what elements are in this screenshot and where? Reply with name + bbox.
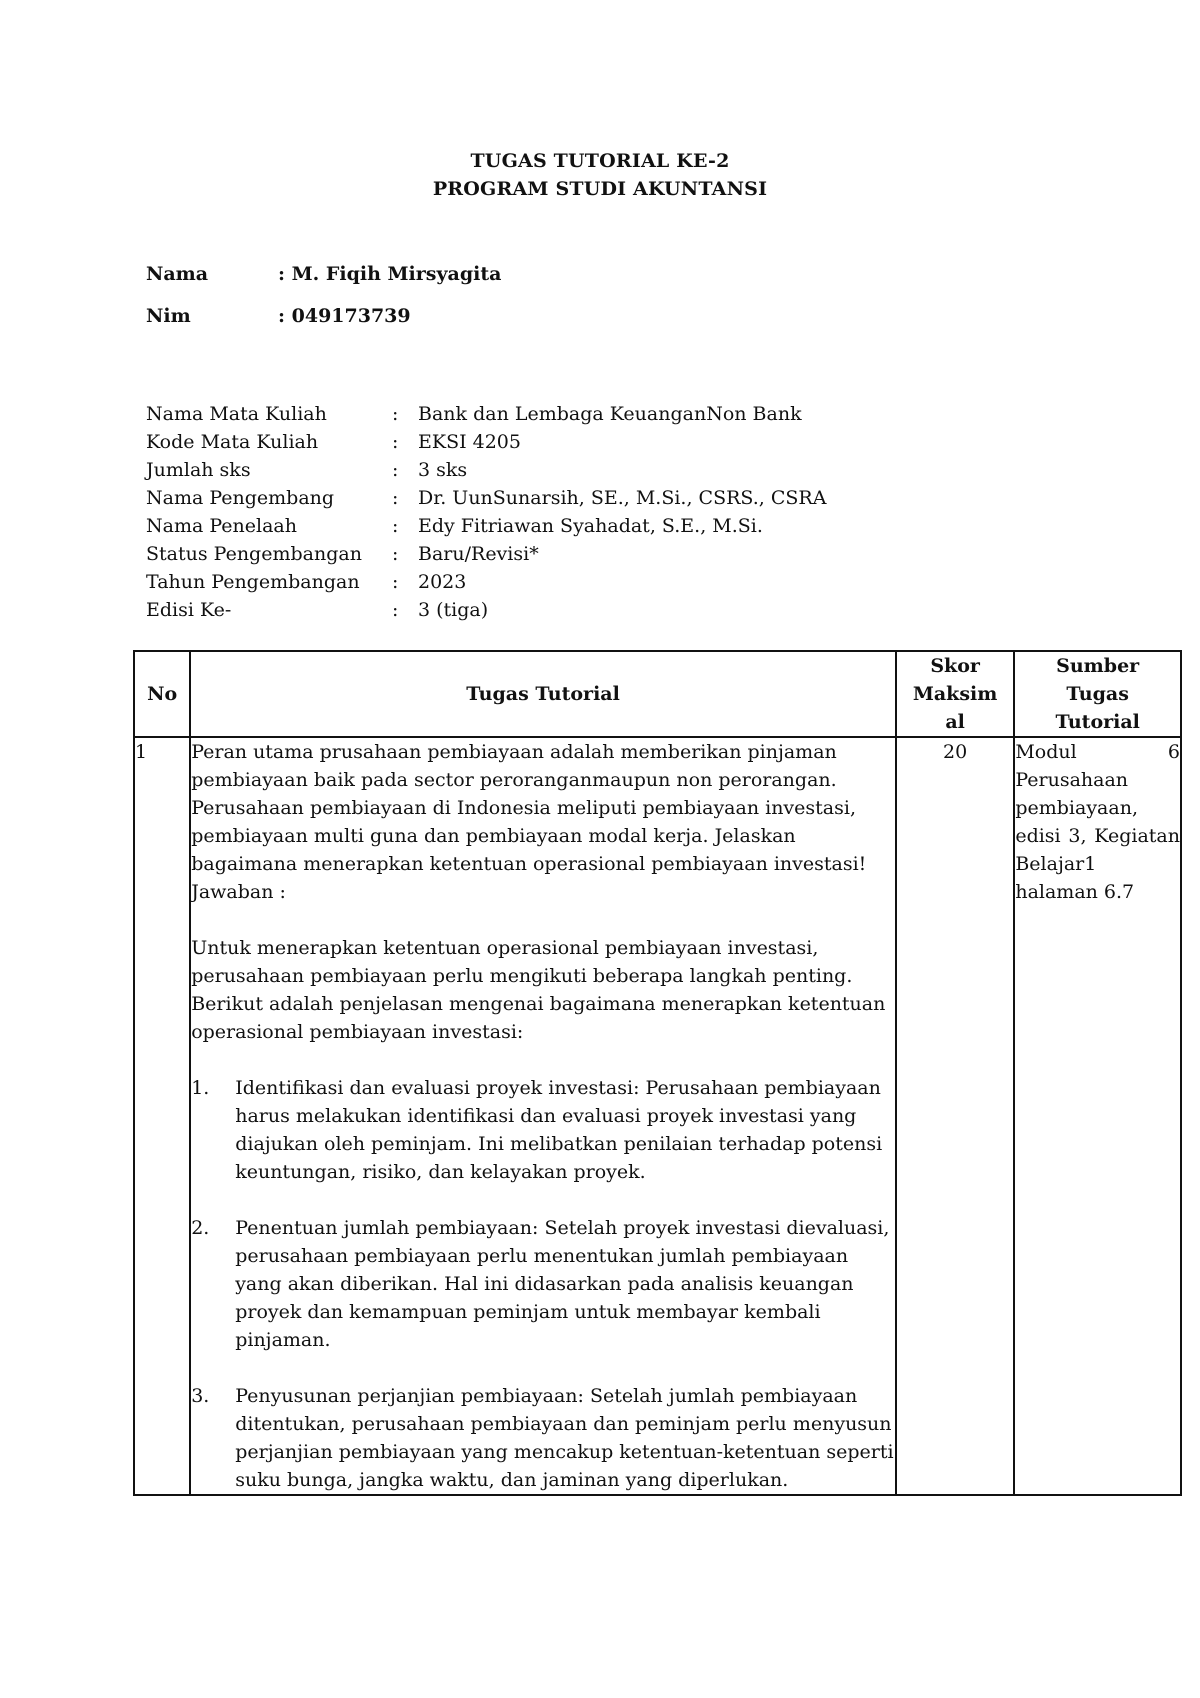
row-number: 1 [134,737,190,1495]
course-info-colon: : [392,571,399,593]
header-max-score-line: Skor [930,655,980,677]
course-info-colon: : [392,487,399,509]
header-source-line: Tugas [1066,683,1129,705]
list-item-text: Penentuan jumlah pembiayaan: Setelah proyek investasi dievaluasi, perusahaan pembiayaan perlu menentukan jumlah pembiayaan yang akan diberikan. Hal ini didasarkan pada analisis keuangan proyek dan kemampuan peminjam untuk membayar kembali pinjaman. [235,1217,890,1351]
header-source [1014,651,1181,737]
student-nim-value: : 049173739 [278,305,411,327]
course-info-colon: : [392,599,399,621]
table-header-row [134,651,1181,737]
course-info-colon: : [392,543,399,565]
header-no: No [134,651,190,737]
course-info-label: Edisi Ke- [146,599,232,621]
task-cell [190,737,896,1495]
student-nim-label: Nim [146,305,191,327]
course-info-colon: : [392,515,399,537]
list-item-text: Identifikasi dan evaluasi proyek investasi: Perusahaan pembiayaan harus melakukan identifikasi dan evaluasi proyek investasi yang diajukan oleh peminjam. Ini melibatkan penilaian terhadap potensi keuntungan, risiko, dan kelayakan proyek. [235,1077,883,1183]
course-info-value: 2023 [418,571,467,593]
course-info-colon: : [392,431,399,453]
course-info-colon: : [392,459,399,481]
task-question: Peran utama prusahaan pembiayaan adalah memberikan pinjaman pembiayaan baik pada sector peroranganmaupun non perorangan. Perusahaan pembiayaan di Indonesia meliputi pembiayaan investasi, pembiayaan multi guna dan pembiayaan modal kerja. Jelaskan bagaimana menerapkan ketentuan operasional pembiayaan investasi! [191,741,867,875]
header-max-score-line: al [945,711,965,733]
list-item-text: Penyusunan perjanjian pembiayaan: Setelah jumlah pembiayaan ditentukan, perusahaan pembiayaan dan peminjam perlu menyusun perjanjian pembiayaan yang mencakup ketentuan-ketentuan seperti suku bunga, jangka waktu, dan jaminan yang diperlukan. [235,1385,894,1491]
course-info-colon: : [392,403,399,425]
course-info-label: Jumlah sks [146,459,251,481]
course-info-value: Bank dan Lembaga KeuanganNon Bank [418,403,802,425]
table-row [134,737,1181,1495]
list-item-number: 1. [191,1077,210,1099]
answer-list-item [191,1382,895,1494]
header-task: Tugas Tutorial [190,651,896,737]
header-source-line: Tutorial [1055,711,1140,733]
course-info-value: Baru/Revisi* [418,543,539,565]
course-info-label: Tahun Pengembangan [146,571,360,593]
header-max-score [896,651,1014,737]
course-info-value: Dr. UunSunarsih, SE., M.Si., CSRS., CSRA [418,487,827,509]
program-title: PROGRAM STUDI AKUNTANSI [432,178,768,200]
course-info-label: Nama Pengembang [146,487,335,509]
answer-list-item [191,1214,895,1354]
course-info-value: EKSI 4205 [418,431,521,453]
course-info-value: 3 (tiga) [418,599,489,621]
tutorial-task-table [133,650,1182,1496]
course-info-label: Nama Penelaah [146,515,297,537]
header-source-line: Sumber [1056,655,1140,677]
header-max-score-line: Maksim [912,683,998,705]
max-score-cell: 20 [896,737,1014,1495]
list-item-number: 3. [191,1385,210,1407]
answer-intro: Untuk menerapkan ketentuan operasional pembiayaan investasi, perusahaan pembiayaan perlu mengikuti beberapa langkah penting. Berikut adalah penjelasan mengenai bagaimana menerapkan ketentuan operasional pembiayaan investasi: [191,937,886,1043]
answer-label: Jawaban : [191,881,286,903]
course-info-label: Status Pengembangan [146,543,362,565]
student-name-value: : M. Fiqih Mirsyagita [278,263,502,285]
student-name-label: Nama [146,263,209,285]
course-info-label: Nama Mata Kuliah [146,403,327,425]
list-item-number: 2. [191,1217,210,1239]
course-info-value: 3 sks [418,459,468,481]
source-cell: Modul 6 Perusahaan pembiayaan, edisi 3, Kegiatan Belajar1 halaman 6.7 [1014,737,1181,1495]
document-title: TUGAS TUTORIAL KE-2 [470,150,730,172]
course-info-label: Kode Mata Kuliah [146,431,319,453]
course-info-value: Edy Fitriawan Syahadat, S.E., M.Si. [418,515,763,537]
answer-list-item [191,1074,895,1186]
